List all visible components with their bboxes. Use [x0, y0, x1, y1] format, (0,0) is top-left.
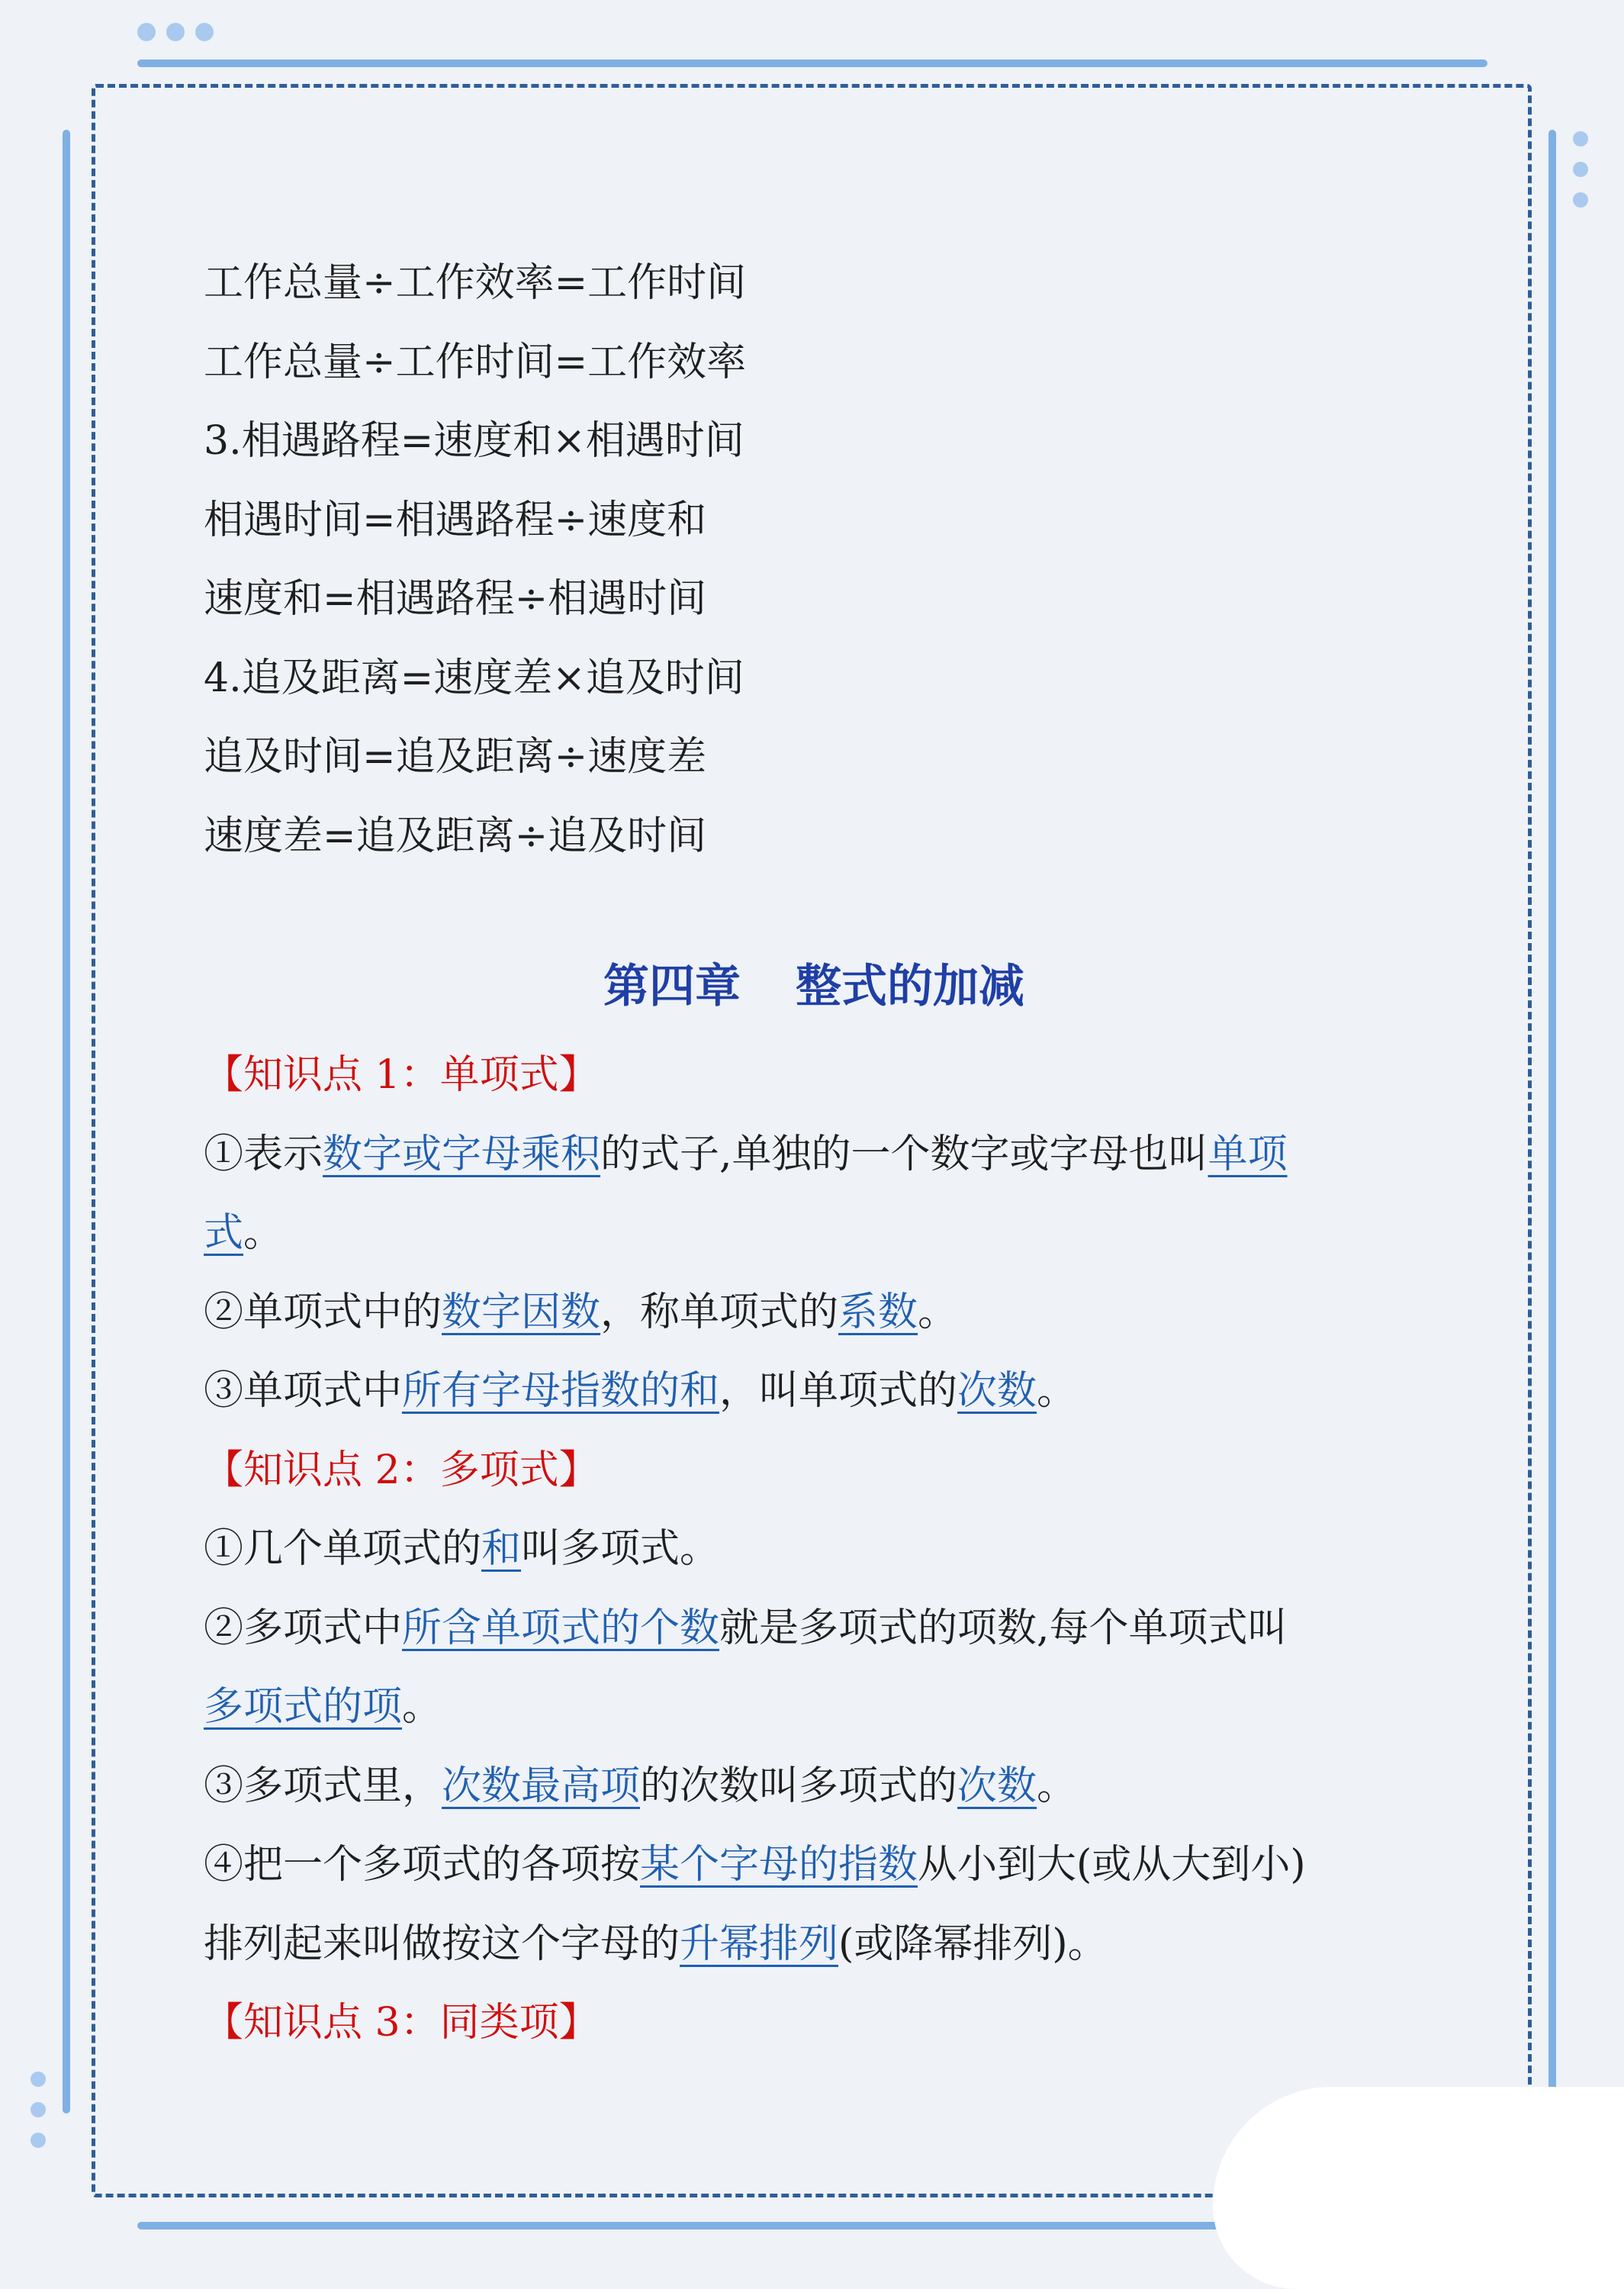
- kp2-item-4-cont: [204, 1905, 1516, 1985]
- text: ④把一个多项式的各项按: [204, 1842, 641, 1888]
- formula-line: 速度差=追及距离÷追及时间: [204, 813, 707, 859]
- key-term: 次数: [957, 1763, 1037, 1809]
- key-term: 数字或字母乘积: [323, 1131, 601, 1177]
- kp2-item-2: [204, 1589, 1516, 1669]
- text: 。: [1037, 1368, 1077, 1414]
- kp2-item-4: [204, 1826, 1516, 1905]
- text: ③多项式里，: [204, 1763, 442, 1809]
- kp2-item-3: [204, 1747, 1516, 1827]
- key-term: 和: [481, 1526, 522, 1572]
- key-term: 式: [204, 1210, 244, 1256]
- kp2-item-2-cont: [204, 1668, 1516, 1747]
- key-term: 系数: [838, 1289, 918, 1335]
- text: 的式子,单独的一个数字或字母也叫: [600, 1131, 1208, 1177]
- text: 从小到大(或从大到小): [918, 1842, 1306, 1888]
- text: 。: [243, 1210, 284, 1256]
- text: ，称单项式的: [600, 1289, 839, 1335]
- decor-dot: [137, 23, 156, 41]
- key-term: 某个字母的指数: [640, 1842, 918, 1888]
- decor-bar-bottom: [137, 2222, 1266, 2229]
- text: ①几个单项式的: [204, 1526, 482, 1572]
- text: 的次数叫多项式的: [640, 1763, 958, 1809]
- white-overlay-shape: [1213, 2087, 1624, 2289]
- text: 排列起来叫做按这个字母的: [204, 1920, 680, 1967]
- knowledge-point-heading: 【知识点 3：同类项】: [204, 2000, 599, 2046]
- key-term: 升幂排列: [680, 1920, 839, 1967]
- text: ③单项式中: [204, 1368, 403, 1414]
- text: ②单项式中的: [204, 1289, 442, 1335]
- text: 。: [1037, 1763, 1077, 1809]
- knowledge-point-heading: 【知识点 1：单项式】: [204, 1052, 599, 1098]
- decor-dot: [195, 23, 214, 41]
- knowledge-point-heading: 【知识点 2：多项式】: [204, 1447, 599, 1493]
- formula-line: 3.相遇路程=速度和×相遇时间: [204, 418, 744, 464]
- decor-dot: [1573, 162, 1588, 177]
- kp1-item-1: [204, 1116, 1516, 1195]
- decor-dots-right: [1573, 131, 1588, 208]
- content: [204, 244, 1516, 2063]
- text: 就是多项式的项数,每个单项式叫: [719, 1605, 1288, 1651]
- decor-dot: [1573, 131, 1588, 146]
- formula-line: 4.追及距离=速度差×追及时间: [204, 655, 744, 701]
- text: ，叫单项式的: [719, 1368, 958, 1414]
- kp2-item-1: [204, 1510, 1516, 1589]
- text: 叫多项式。: [521, 1526, 720, 1572]
- chapter-number: 第四章: [603, 960, 741, 1013]
- kp1-item-2: [204, 1273, 1516, 1353]
- decor-dot: [31, 2133, 46, 2148]
- key-term: 所有字母指数的和: [402, 1368, 720, 1414]
- formula-line: 速度和=相遇路程÷相遇时间: [204, 576, 707, 622]
- formula-line: 相遇时间=相遇路程÷速度和: [204, 497, 707, 543]
- key-term: 多项式的项: [204, 1684, 403, 1730]
- formula-line: 工作总量÷工作效率=工作时间: [204, 260, 747, 306]
- decor-dots-left: [31, 2072, 46, 2148]
- formula-line: 工作总量÷工作时间=工作效率: [204, 339, 747, 385]
- kp1-item-1-cont: [204, 1194, 1516, 1273]
- kp1-item-3: [204, 1352, 1516, 1431]
- decor-dots-top: [137, 23, 214, 41]
- decor-bar-right: [1548, 130, 1556, 2114]
- text: ②多项式中: [204, 1605, 403, 1651]
- key-term: 所含单项式的个数: [402, 1605, 720, 1651]
- text: (或降幂排列)。: [838, 1920, 1108, 1967]
- chapter-heading: [204, 937, 1424, 1036]
- key-term: 单项: [1208, 1131, 1288, 1177]
- decor-dot: [31, 2102, 46, 2117]
- text: ①表示: [204, 1131, 323, 1177]
- key-term: 数字因数: [442, 1289, 601, 1335]
- decor-dot: [166, 23, 185, 41]
- decor-bar-top: [137, 60, 1487, 67]
- text: 。: [402, 1684, 442, 1730]
- chapter-title: 整式的加减: [796, 960, 1024, 1013]
- decor-bar-left: [63, 130, 70, 2114]
- text: 。: [918, 1289, 958, 1335]
- key-term: 次数最高项: [442, 1763, 641, 1809]
- decor-dot: [1573, 192, 1588, 208]
- decor-dot: [31, 2072, 46, 2087]
- formula-line: 追及时间=追及距离÷速度差: [204, 734, 707, 780]
- key-term: 次数: [957, 1368, 1037, 1414]
